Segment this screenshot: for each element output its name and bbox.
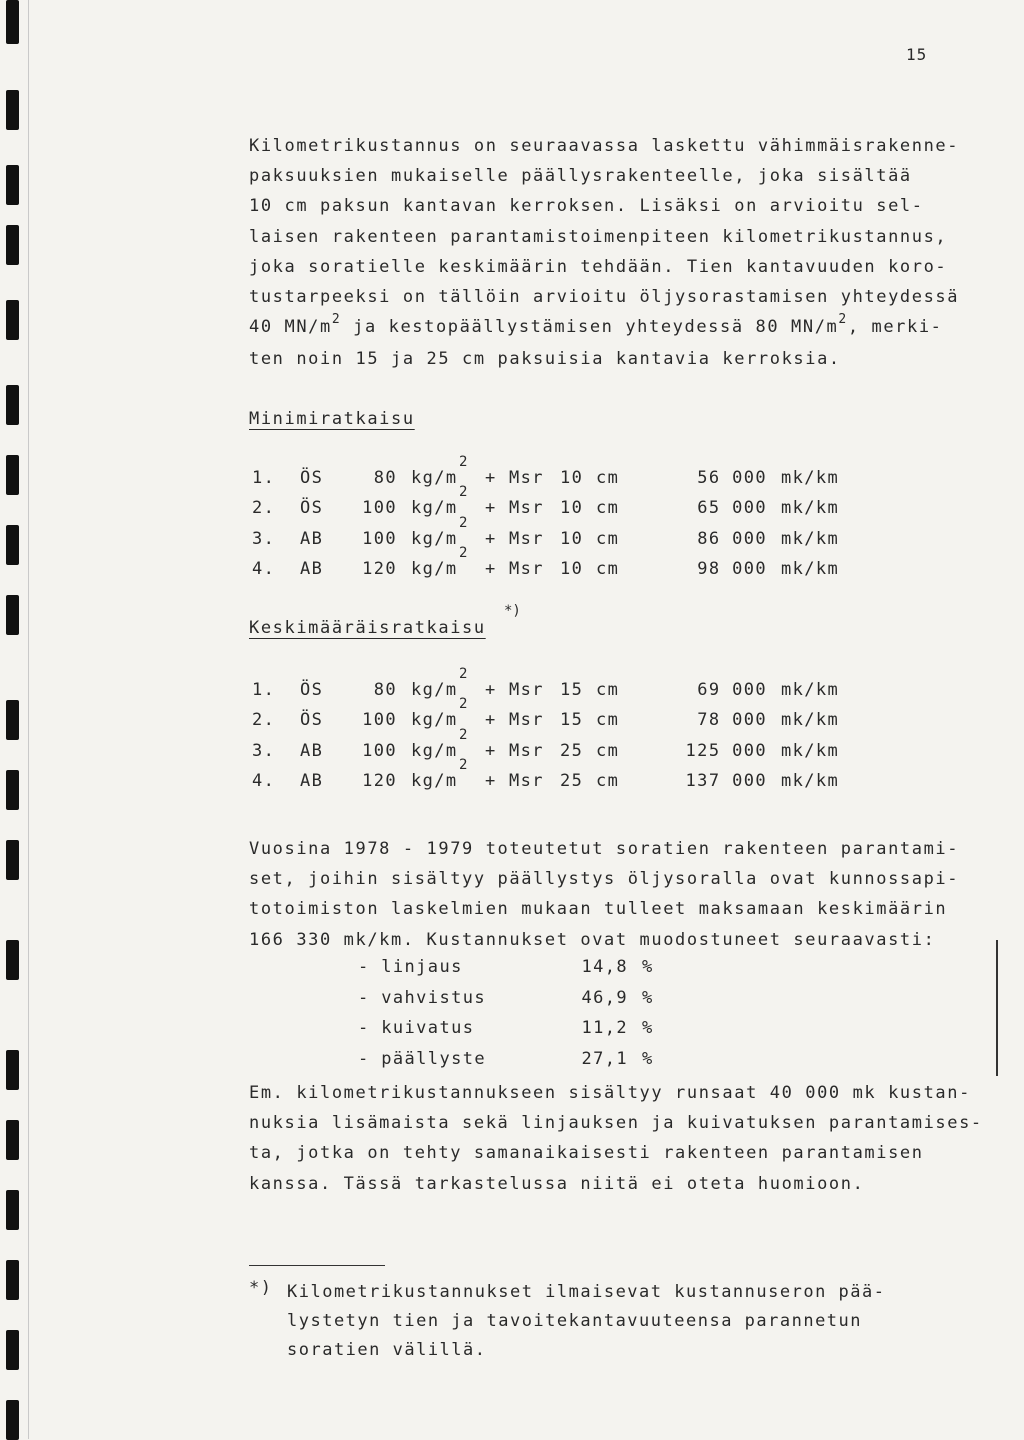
cost-percent-value: 11,2 bbox=[581, 1018, 628, 1038]
plus-sign: + bbox=[485, 498, 497, 519]
thickness-unit: cm bbox=[596, 710, 620, 731]
intro-paragraph bbox=[249, 131, 959, 375]
cost-value: 125 000 bbox=[685, 740, 767, 761]
text-line: 166 330 mk/km. Kustannukset ovat muodostuneet seuraavasti: bbox=[249, 929, 936, 950]
text-line: joka soratielle keskimäärin tehdään. Tien kantavuuden koro- bbox=[249, 256, 948, 277]
material: AB bbox=[300, 558, 324, 579]
cost-value: 98 000 bbox=[697, 558, 767, 579]
binder-hole bbox=[6, 0, 19, 44]
cost-value: 137 000 bbox=[685, 770, 767, 791]
superscript: 2 bbox=[459, 756, 469, 773]
text-fragment: 40 MN/m bbox=[249, 317, 332, 338]
material: ÖS bbox=[300, 710, 324, 731]
text-line: set, joihin sisältyy päällystys öljysoralla ovat kunnossapi- bbox=[249, 869, 960, 890]
cost-value: 86 000 bbox=[697, 528, 767, 549]
cost-percent-value: 27,1 bbox=[581, 1048, 628, 1069]
cost-label: - päällyste bbox=[358, 1048, 486, 1069]
thickness: 25 bbox=[560, 740, 584, 761]
amount-unit: kg/m bbox=[411, 740, 458, 761]
plus-sign: + bbox=[485, 710, 497, 731]
binder-line bbox=[28, 0, 29, 1439]
row-number: 4. bbox=[252, 558, 276, 579]
amount: 80 bbox=[373, 680, 397, 700]
material: ÖS bbox=[300, 468, 324, 488]
base-layer: Msr bbox=[509, 710, 544, 731]
margin-bar bbox=[996, 940, 998, 1076]
footnote-mark: *) bbox=[504, 603, 521, 619]
binder-hole bbox=[6, 165, 19, 205]
binder-hole bbox=[6, 1330, 19, 1370]
text-line: soratien välillä. bbox=[287, 1340, 487, 1360]
cost-value: 69 000 bbox=[697, 680, 767, 700]
thickness: 10 bbox=[560, 468, 584, 488]
plus-sign: + bbox=[485, 468, 497, 488]
thickness-unit: cm bbox=[596, 740, 620, 761]
row-number: 4. bbox=[252, 770, 276, 791]
cost-value: 65 000 bbox=[697, 498, 767, 519]
superscript: 2 bbox=[331, 312, 342, 328]
binder-hole bbox=[6, 1260, 19, 1300]
cost-label: - vahvistus bbox=[358, 987, 486, 1008]
base-layer: Msr bbox=[509, 528, 544, 549]
thickness-unit: cm bbox=[596, 680, 620, 700]
binder-hole bbox=[6, 300, 19, 340]
amount: 80 bbox=[373, 468, 397, 488]
minimi-heading: Minimiratkaisu bbox=[249, 409, 415, 429]
binder-hole bbox=[6, 1120, 19, 1160]
binder-hole bbox=[6, 770, 19, 810]
text-line: totoimiston laskelmien mukaan tulleet maksamaan keskimäärin bbox=[249, 899, 948, 920]
amount-unit: kg/m bbox=[411, 468, 458, 488]
cost-label: - kuivatus bbox=[358, 1018, 475, 1038]
superscript: 2 bbox=[459, 514, 469, 531]
percent-sign: % bbox=[642, 957, 654, 977]
binder-hole bbox=[6, 1400, 19, 1440]
cost-unit: mk/km bbox=[781, 740, 840, 761]
superscript: 2 bbox=[459, 484, 469, 501]
percent-sign: % bbox=[642, 1048, 654, 1069]
base-layer: Msr bbox=[509, 468, 544, 488]
thickness-unit: cm bbox=[596, 528, 620, 549]
material: ÖS bbox=[300, 680, 324, 700]
material: AB bbox=[300, 528, 324, 549]
row-number: 1. bbox=[252, 468, 276, 488]
binder-hole bbox=[6, 1190, 19, 1230]
binder-hole bbox=[6, 455, 19, 495]
thickness: 10 bbox=[560, 558, 584, 579]
text-fragment: , merki- bbox=[847, 317, 943, 338]
text-line: Em. kilometrikustannukseen sisältyy runsaat 40 000 mk kustan- bbox=[249, 1083, 971, 1103]
binder-hole bbox=[6, 595, 19, 635]
percent-sign: % bbox=[642, 1018, 654, 1038]
amount-unit: kg/m bbox=[411, 710, 458, 731]
binder-hole bbox=[6, 940, 19, 980]
text-line: Kilometrikustannukset ilmaisevat kustannuseron pää- bbox=[287, 1282, 886, 1302]
text-line: kanssa. Tässä tarkastelussa niitä ei oteta huomioon. bbox=[249, 1173, 865, 1194]
text-line: Kilometrikustannus on seuraavassa laskettu vähimmäisrakenne- bbox=[249, 136, 960, 156]
thickness-unit: cm bbox=[596, 468, 620, 488]
text-line bbox=[249, 312, 959, 344]
cost-value: 78 000 bbox=[697, 710, 767, 731]
vuosina-paragraph bbox=[249, 834, 959, 955]
thickness: 10 bbox=[560, 528, 584, 549]
row-number: 3. bbox=[252, 740, 276, 761]
amount-unit: kg/m bbox=[411, 528, 458, 549]
text-line: ta, jotka on tehty samanaikaisesti rakenteen parantamisen bbox=[249, 1143, 924, 1164]
plus-sign: + bbox=[485, 740, 497, 761]
text-line: ten noin 15 ja 25 cm paksuisia kantavia kerroksia. bbox=[249, 349, 841, 370]
em-paragraph bbox=[249, 1078, 983, 1199]
footnote-rule bbox=[249, 1265, 385, 1266]
binder-hole bbox=[6, 385, 19, 425]
amount: 120 bbox=[362, 770, 397, 791]
cost-label: - linjaus bbox=[358, 957, 463, 977]
binder-hole bbox=[6, 225, 19, 265]
cost-percent-value: 14,8 bbox=[581, 957, 628, 977]
cost-percent-value: 46,9 bbox=[581, 987, 628, 1008]
binder-hole bbox=[6, 840, 19, 880]
text-line: laisen rakenteen parantamistoimenpiteen kilometrikustannus, bbox=[249, 226, 948, 247]
cost-unit: mk/km bbox=[781, 710, 840, 731]
plus-sign: + bbox=[485, 558, 497, 579]
text-line: tustarpeeksi on tällöin arvioitu öljysorastamisen yhteydessä bbox=[249, 287, 960, 308]
base-layer: Msr bbox=[509, 680, 544, 700]
binder-hole bbox=[6, 525, 19, 565]
thickness: 25 bbox=[560, 770, 584, 791]
binder-hole bbox=[6, 90, 19, 130]
material: ÖS bbox=[300, 498, 324, 519]
thickness-unit: cm bbox=[596, 770, 620, 791]
binder-strip bbox=[0, 0, 34, 1439]
text-line: paksuuksien mukaiselle päällysrakenteelle, joka sisältää bbox=[249, 166, 912, 187]
thickness: 10 bbox=[560, 498, 584, 519]
cost-unit: mk/km bbox=[781, 770, 840, 791]
superscript: 2 bbox=[459, 454, 469, 470]
row-number: 3. bbox=[252, 528, 276, 549]
amount: 100 bbox=[362, 740, 397, 761]
text-line: lystetyn tien ja tavoitekantavuuteensa parannetun bbox=[287, 1311, 863, 1331]
thickness: 15 bbox=[560, 710, 584, 731]
text-line: Vuosina 1978 - 1979 toteutetut soratien rakenteen parantami- bbox=[249, 839, 960, 859]
cost-unit: mk/km bbox=[781, 558, 840, 579]
percent-sign: % bbox=[642, 987, 654, 1008]
superscript: 2 bbox=[459, 726, 469, 743]
binder-hole bbox=[6, 1050, 19, 1090]
plus-sign: + bbox=[485, 528, 497, 549]
base-layer: Msr bbox=[509, 498, 544, 519]
base-layer: Msr bbox=[509, 740, 544, 761]
footnote-marker: *) bbox=[249, 1278, 273, 1298]
cost-value: 56 000 bbox=[697, 468, 767, 488]
row-number: 1. bbox=[252, 680, 276, 700]
text-fragment: ja kestopäällystämisen yhteydessä 80 MN/m bbox=[341, 317, 839, 338]
cost-unit: mk/km bbox=[781, 680, 840, 700]
row-number: 2. bbox=[252, 498, 276, 519]
material: AB bbox=[300, 740, 324, 761]
thickness-unit: cm bbox=[596, 498, 620, 519]
amount: 100 bbox=[362, 710, 397, 731]
amount: 120 bbox=[362, 558, 397, 579]
base-layer: Msr bbox=[509, 770, 544, 791]
page-number: 15 bbox=[906, 45, 928, 64]
material: AB bbox=[300, 770, 324, 791]
superscript: 2 bbox=[459, 666, 469, 682]
amount-unit: kg/m bbox=[411, 770, 458, 791]
amount: 100 bbox=[362, 528, 397, 549]
superscript: 2 bbox=[459, 544, 469, 561]
cost-unit: mk/km bbox=[781, 498, 840, 519]
binder-hole bbox=[6, 700, 19, 740]
plus-sign: + bbox=[485, 770, 497, 791]
amount: 100 bbox=[362, 498, 397, 519]
footnote-text bbox=[287, 1278, 885, 1365]
cost-unit: mk/km bbox=[781, 468, 840, 488]
thickness: 15 bbox=[560, 680, 584, 700]
plus-sign: + bbox=[485, 680, 497, 700]
amount-unit: kg/m bbox=[411, 680, 458, 700]
superscript: 2 bbox=[838, 312, 848, 328]
row-number: 2. bbox=[252, 710, 276, 731]
amount-unit: kg/m bbox=[411, 558, 458, 579]
keski-heading: Keskimääräisratkaisu bbox=[249, 618, 486, 638]
text-line: nuksia lisämaista sekä linjauksen ja kuivatuksen parantamises- bbox=[249, 1113, 983, 1134]
amount-unit: kg/m bbox=[411, 498, 458, 519]
base-layer: Msr bbox=[509, 558, 544, 579]
thickness-unit: cm bbox=[596, 558, 620, 579]
text-line: 10 cm paksun kantavan kerroksen. Lisäksi on arvioitu sel- bbox=[249, 196, 924, 217]
superscript: 2 bbox=[459, 696, 469, 713]
cost-unit: mk/km bbox=[781, 528, 840, 549]
